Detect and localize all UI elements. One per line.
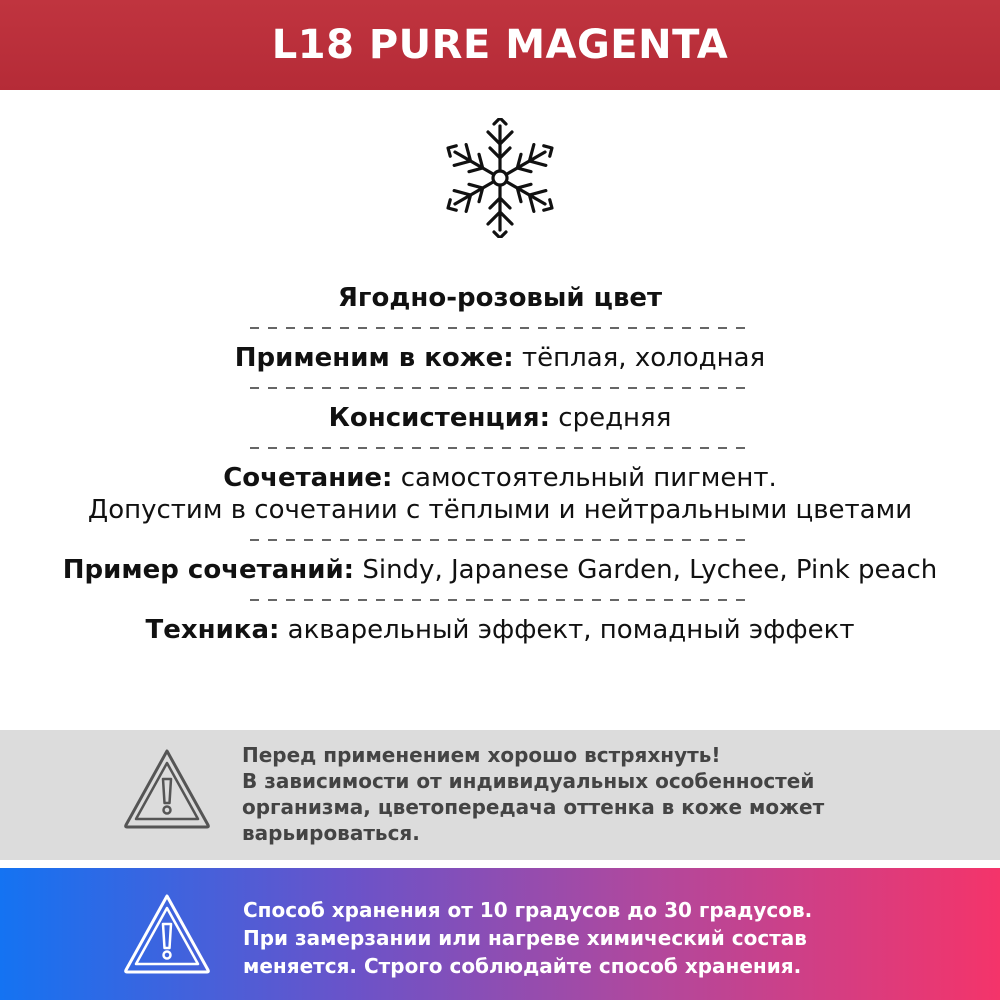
header-banner [0, 0, 1000, 90]
dashed-divider [250, 434, 750, 462]
technique-row [0, 614, 1000, 646]
dashed-divider [250, 526, 750, 554]
storage-line: При замерзании или нагреве химический состав [243, 926, 807, 950]
dashed-divider [250, 374, 750, 402]
consistency-row [0, 402, 1000, 434]
technique-value: акварельный эффект, помадный эффект [279, 615, 855, 645]
dashed-divider [250, 586, 750, 614]
warning-triangle-icon [122, 747, 212, 831]
warning-line: организма, цветопередача оттенка в коже может [242, 795, 825, 819]
color-name: Ягодно-розовый цвет [337, 283, 663, 313]
warning-line: В зависимости от индивидуальных особенностей [242, 769, 815, 793]
combination-row-2: Допустим в сочетании с тёплыми и нейтральными цветами [87, 495, 913, 525]
dashed-divider [250, 314, 750, 342]
storage-text [243, 896, 983, 980]
technique-label: Техника: [145, 615, 280, 645]
storage-line: меняется. Строго соблюдайте способ хранения. [243, 954, 802, 978]
warning-line: Перед применением хорошо встряхнуть! [242, 743, 721, 767]
combination-value: самостоятельный пигмент. [392, 463, 777, 493]
warning-triangle-icon [122, 892, 212, 976]
consistency-value: средняя [550, 403, 672, 433]
combination-label: Сочетание: [223, 463, 393, 493]
skin-value: тёплая, холодная [513, 343, 766, 373]
warning-panel [0, 730, 1000, 860]
examples-row [0, 554, 1000, 586]
storage-line: Способ хранения от 10 градусов до 30 градусов. [243, 898, 813, 922]
storage-panel [0, 868, 1000, 1000]
combination-row [0, 462, 1000, 494]
consistency-label: Консистенция: [328, 403, 551, 433]
warning-line: варьироваться. [242, 821, 420, 845]
skin-label: Применим в коже: [234, 343, 514, 373]
examples-value: Sindy, Japanese Garden, Lychee, Pink peach [354, 555, 938, 585]
warning-text [242, 742, 942, 846]
examples-label: Пример сочетаний: [62, 555, 355, 585]
snowflake-icon [440, 118, 560, 238]
product-details [0, 282, 1000, 646]
skin-row [0, 342, 1000, 374]
product-title: L18 PURE MAGENTA [271, 22, 729, 68]
